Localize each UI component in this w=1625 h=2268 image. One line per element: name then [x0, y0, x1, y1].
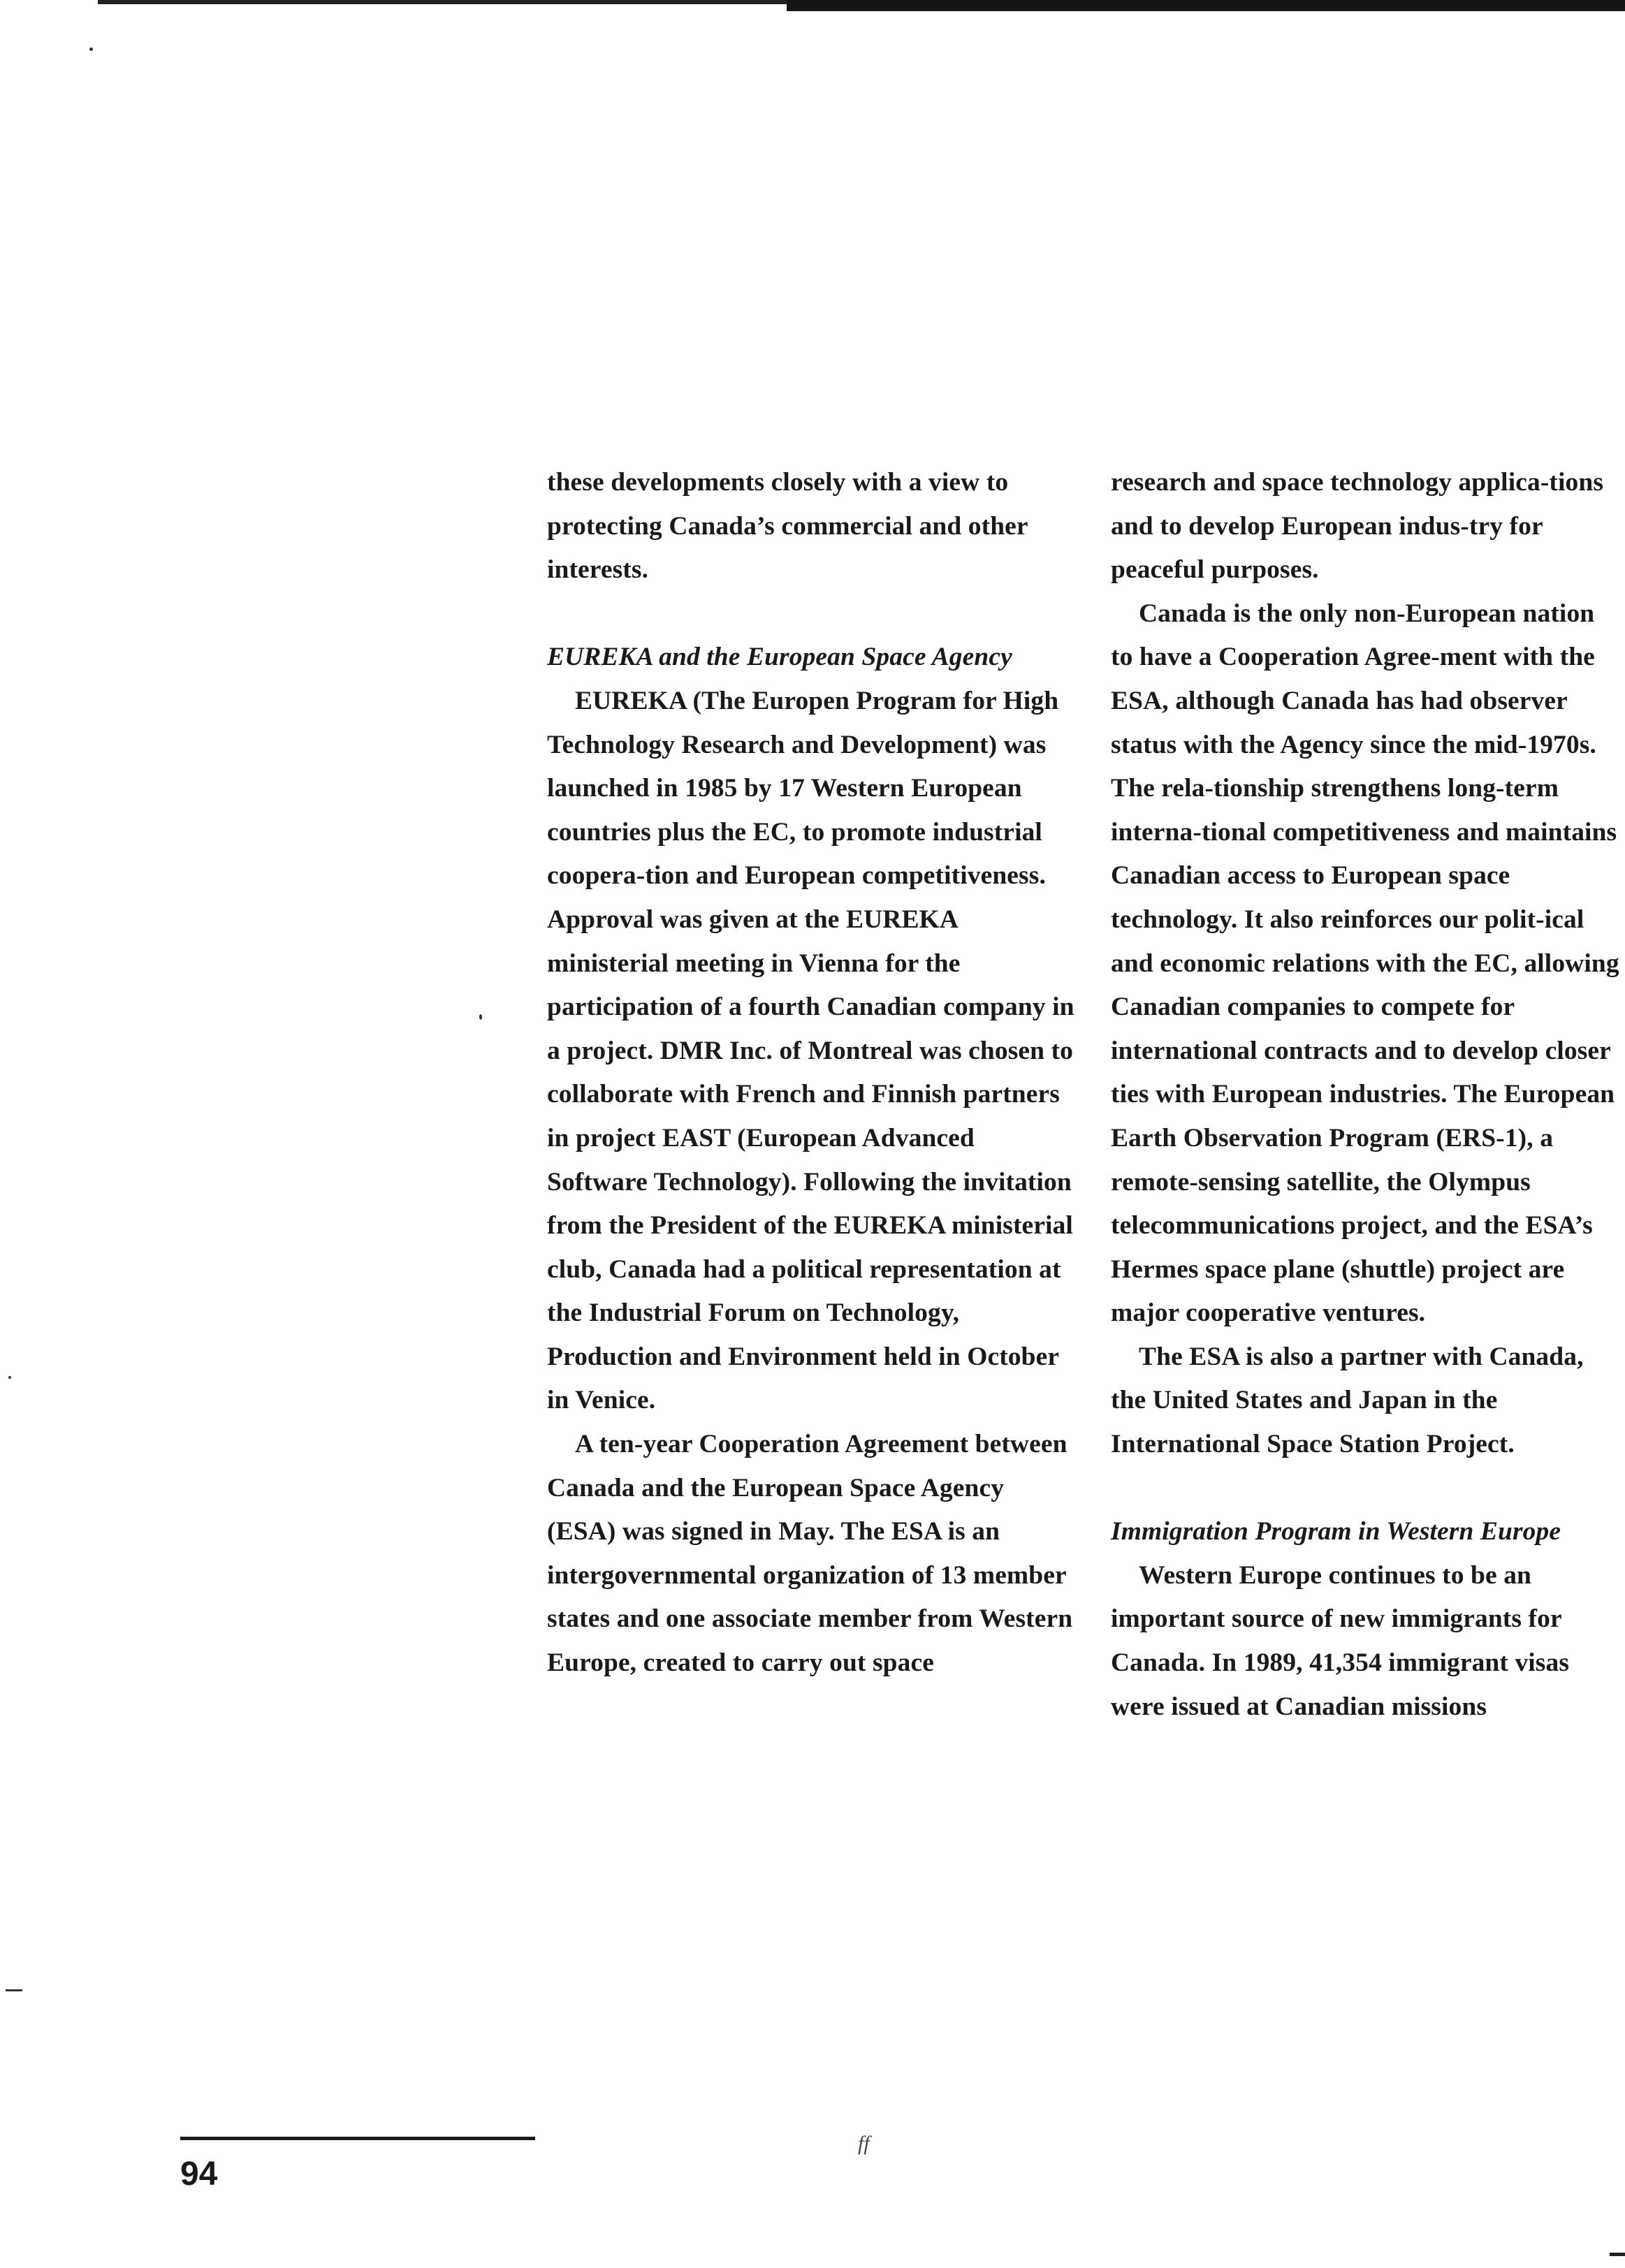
scan-speck — [8, 1376, 11, 1379]
scan-dash-mark — [6, 1989, 22, 1991]
right-column — [1111, 461, 1621, 1729]
paragraph: The ESA is also a partner with Canada, the United States and Japan in the International Space Station Project. — [1111, 1342, 1584, 1459]
page-number: 94 — [180, 2156, 218, 2193]
paragraph: Western Europe continues to be an important source of new immigrants for Canada. In 1989, 41,354 immigrant visas were issued at Canadian missions — [1111, 1560, 1570, 1721]
scan-speck — [479, 1014, 482, 1020]
paragraph: A ten-year Cooperation Agreement between Canada and the European Space Agency (ESA) was signed in May. The ESA is an intergovernmental organization of 13 member states and one associate member from Western Europe, created to carry out space — [547, 1430, 1073, 1678]
scan-speck — [89, 47, 93, 51]
footer-rule — [180, 2137, 535, 2140]
scan-edge-mark — [1610, 2253, 1625, 2256]
scan-mark: ff — [858, 2132, 870, 2155]
paragraph: Canada is the only non-European nation to have a Cooperation Agree-ment with the ESA, although Canada has had observer status with the Agency since the mid-1970s. The rela-tionship strengthens long-term interna-tional competitiveness and maintains Canadian access to European space technology. It also reinforces our polit-ical and economic relations with the EC, allowing Canadian companies to compete for international contracts and to develop closer ties with European industries. The European Earth Observation Program (ERS-1), a remote-sensing satellite, the Olympus telecommunications project, and the ESA’s Hermes space plane (shuttle) project are major cooperative ventures. — [1111, 599, 1619, 1328]
section-heading-immigration: Immigration Program in Western Europe — [1111, 1517, 1561, 1546]
top-scan-rule-heavy — [787, 0, 1625, 11]
paragraph: these developments closely with a view to protecting Canada’s commercial and other interests. — [547, 468, 1028, 585]
paragraph: research and space technology applica-tions and to develop European indus-try for peaceful purposes. — [1111, 468, 1604, 585]
section-heading-eureka: EUREKA and the European Space Agency — [547, 643, 1012, 672]
paragraph: EUREKA (The Europen Program for High Technology Research and Development) was launched in 1985 by 17 Western European countries plus the EC, to promote industrial coopera-tion and European competitiveness. Approval was given at the EUREKA ministerial meeting in Vienna for the participation of a fourth Canadian company in a project. DMR Inc. of Montreal was chosen to collaborate with French and Finnish partners in project EAST (European Advanced Software Technology). Following the invitation from the President of the EUREKA ministerial club, Canada had a political representation at the Industrial Forum on Technology, Production and Environment held in October in Venice. — [547, 686, 1074, 1415]
left-column — [547, 461, 1078, 1685]
